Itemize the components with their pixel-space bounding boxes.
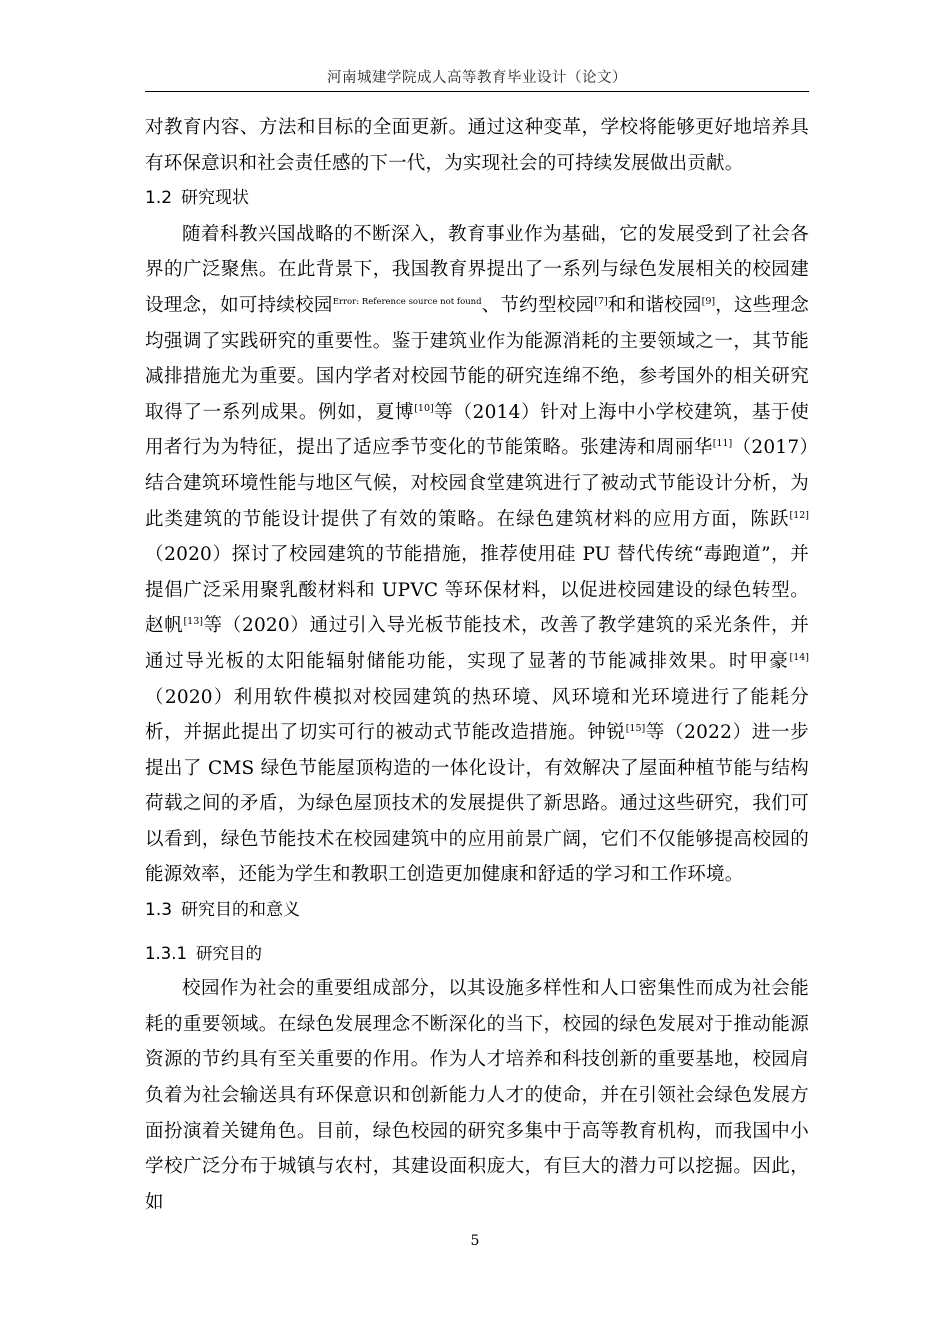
citation-ref: [7] [594,295,608,307]
subsection-number: 1.3.1 [145,943,187,963]
section-number: 1.2 [145,188,173,209]
paragraph-text: （2020）探讨了校园建筑的节能措施，推荐使用硅 PU 替代传统“毒跑道”，并提倡广泛采用聚乳酸材料和 UPVC 等环保材料，以促进校园建设的绿色转型。赵帆 [145,544,809,637]
section-title: 研究目的和意义 [181,900,301,921]
section-heading-1-3 [145,893,809,929]
citation-ref: [10] [414,402,434,414]
citation-ref: [11] [712,438,733,450]
paragraph-text: （2020）利用软件模拟对校园建筑的热环境、风环境和光环境进行了能耗分析，并据此提出了切实可行的被动式节能改造措施。钟锐 [145,686,809,744]
citation-ref: [9] [701,295,716,307]
citation-ref: [12] [789,509,809,521]
paragraph-text: 、节约型校园 [481,294,595,316]
citation-ref: [14] [789,651,809,663]
running-header: 河南城建学院成人高等教育毕业设计（论文） [327,70,627,86]
section-title: 研究现状 [181,188,250,209]
paragraph-text: 等（2020）通过引入导光板节能技术，改善了教学建筑的采光条件，并通过导光板的太阳能辐射储能功能，实现了显著的节能减排效果。时甲豪 [145,615,810,672]
paragraph-text: 等（2014）针对上海中小学校建筑，基于使用者行为为特征，提出了适应季节变化的节能策略。张建涛和周丽华 [145,401,809,459]
header-rule [145,91,809,92]
paragraph-continuation: 对教育内容、方法和目标的全面更新。通过这种变革，学校将能够更好地培养具有环保意识和社会责任感的下一代，为实现社会的可持续发展做出贡献。 [145,117,809,174]
section-heading-1-2 [145,181,809,217]
citation-ref: [13] [183,616,203,628]
paragraph-text: 等（2022）进一步提出了 CMS 绿色节能屋顶构造的一体化设计，有效解决了屋面种植节能与结构荷载之间的矛盾，为绿色屋顶技术的发展提供了新思路。通过这些研究，我们可以看到，绿色节能技术在校园建筑中的应用前景广阔，它们不仅能够提高校园的能源效率，还能为学生和教职工创造更加健康和舒适的学习和工作环境。 [145,722,809,886]
citation-error: Error: Reference source not found [332,296,482,307]
section-number: 1.3 [145,900,173,921]
paragraph-text: ，这些理念均强调了实践研究的重要性。鉴于建筑业作为能源消耗的主要领域之一，其节能减排措施尤为重要。国内学者对校园节能的研究连绵不绝，参考国外的相关研究取得了一系列成果。例如，夏博 [145,294,809,423]
paragraph-text: 随着科教兴国战略的不断深入，教育事业作为基础，它的发展受到了社会各界的广泛聚焦。在此背景下，我国教育界提出了一系列与绿色发展相关的校园建设理念，如可持续校园 [145,223,809,316]
citation-ref: [15] [625,722,646,734]
paragraph-research-purpose: 校园作为社会的重要组成部分，以其设施多样性和人口密集性而成为社会能耗的重要领域。在绿色发展理念不断深化的当下，校园的绿色发展对于推动能源资源的节约具有至关重要的作用。作为人才培养和科技创新的重要基地，校园肩负着为社会输送具有环保意识和创新能力人才的使命，并在引领社会绿色发展方面扮演着关键角色。目前，绿色校园的研究多集中于高等教育机构，而我国中小学校广泛分布于城镇与农村，其建设面积庞大，有巨大的潜力可以挖掘。因此，如 [145,978,809,1213]
page-number: 5 [470,1233,480,1249]
paragraph-text: （2017）结合建筑环境性能与地区气候，对校园食堂建筑进行了被动式节能设计分析，为此类建筑的节能设计提供了有效的策略。在绿色建筑材料的应用方面，陈跃 [145,437,809,530]
subsection-title: 研究目的 [195,943,262,963]
paragraph-research-status [145,217,809,893]
body-content [145,110,809,1220]
subsection-heading-1-3-1 [145,929,809,972]
paragraph-text: 和和谐校园 [607,294,702,316]
